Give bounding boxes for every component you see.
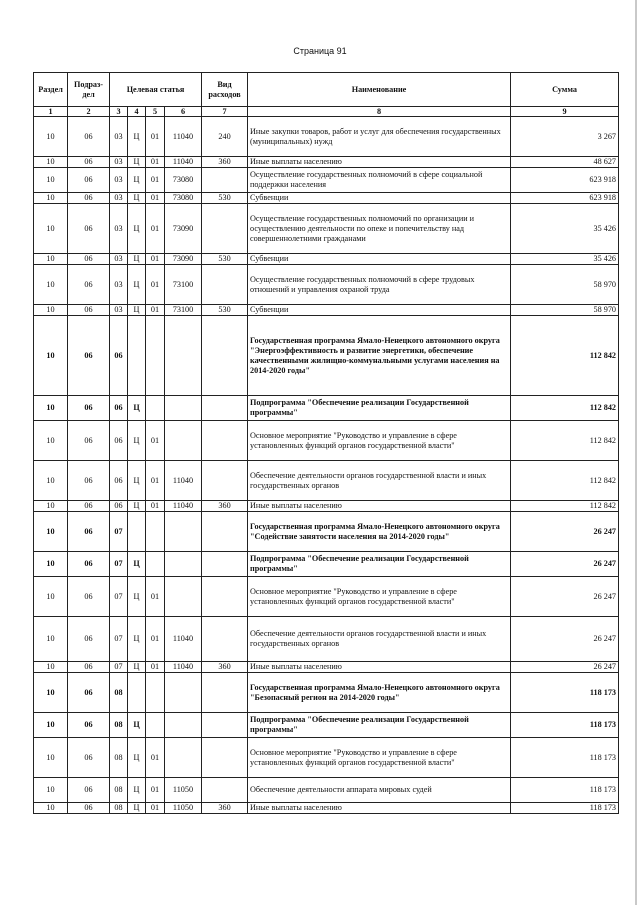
cell-direction — [165, 738, 202, 778]
cell-podrazdel: 06 — [68, 461, 110, 501]
column-number: 2 — [68, 107, 110, 117]
cell-razdel: 10 — [34, 662, 68, 673]
cell-event: 01 — [146, 305, 165, 316]
cell-subprogram: Ц — [128, 461, 146, 501]
column-number: 4 — [128, 107, 146, 117]
header-celevaya-statya: Целевая статья — [110, 73, 202, 107]
cell-vid-rashodov: 530 — [202, 254, 248, 265]
table-row — [34, 662, 619, 673]
cell-summa: 3 267 — [511, 117, 619, 157]
cell-program: 07 — [110, 552, 128, 577]
cell-subprogram: Ц — [128, 396, 146, 421]
cell-razdel: 10 — [34, 168, 68, 193]
cell-summa: 26 247 — [511, 617, 619, 662]
cell-direction — [165, 316, 202, 396]
cell-podrazdel: 06 — [68, 552, 110, 577]
cell-podrazdel: 06 — [68, 316, 110, 396]
header-vid-rashodov: Вид расходов — [202, 73, 248, 107]
cell-razdel: 10 — [34, 305, 68, 316]
cell-subprogram: Ц — [128, 738, 146, 778]
cell-program: 08 — [110, 713, 128, 738]
table-row — [34, 617, 619, 662]
cell-event — [146, 552, 165, 577]
cell-podrazdel: 06 — [68, 168, 110, 193]
cell-naimenovanie: Осуществление государственных полномочий в сфере трудовых отношений и управления охраной труда — [248, 265, 511, 305]
table-row — [34, 803, 619, 814]
table-row — [34, 204, 619, 254]
cell-podrazdel: 06 — [68, 617, 110, 662]
header-summa: Сумма — [511, 73, 619, 107]
cell-razdel: 10 — [34, 803, 68, 814]
cell-subprogram: Ц — [128, 204, 146, 254]
cell-program: 03 — [110, 254, 128, 265]
table-row — [34, 778, 619, 803]
cell-event: 01 — [146, 421, 165, 461]
column-number: 5 — [146, 107, 165, 117]
header-razdel: Раздел — [34, 73, 68, 107]
cell-vid-rashodov: 360 — [202, 662, 248, 673]
cell-summa: 58 970 — [511, 305, 619, 316]
cell-vid-rashodov — [202, 461, 248, 501]
cell-event — [146, 396, 165, 421]
cell-summa: 118 173 — [511, 738, 619, 778]
cell-program: 07 — [110, 577, 128, 617]
cell-podrazdel: 06 — [68, 157, 110, 168]
cell-summa: 118 173 — [511, 713, 619, 738]
cell-direction: 11040 — [165, 501, 202, 512]
table-row — [34, 157, 619, 168]
cell-vid-rashodov: 530 — [202, 193, 248, 204]
cell-direction — [165, 713, 202, 738]
cell-summa: 58 970 — [511, 265, 619, 305]
cell-vid-rashodov: 240 — [202, 117, 248, 157]
cell-program: 08 — [110, 738, 128, 778]
cell-podrazdel: 06 — [68, 738, 110, 778]
cell-event: 01 — [146, 254, 165, 265]
cell-event: 01 — [146, 577, 165, 617]
table-row — [34, 577, 619, 617]
cell-podrazdel: 06 — [68, 117, 110, 157]
cell-event — [146, 316, 165, 396]
cell-summa: 26 247 — [511, 512, 619, 552]
cell-razdel: 10 — [34, 204, 68, 254]
cell-vid-rashodov: 360 — [202, 501, 248, 512]
cell-event: 01 — [146, 204, 165, 254]
cell-direction — [165, 577, 202, 617]
cell-naimenovanie: Государственная программа Ямало-Ненецкого автономного округа "Энергоэффективность и развитие энергетики, обеспечение качественными жилищно-коммунальными услугами населения на 2014-2020 годы" — [248, 316, 511, 396]
cell-program: 03 — [110, 204, 128, 254]
cell-event: 01 — [146, 803, 165, 814]
cell-subprogram: Ц — [128, 157, 146, 168]
table-row — [34, 396, 619, 421]
cell-subprogram: Ц — [128, 265, 146, 305]
cell-vid-rashodov — [202, 168, 248, 193]
cell-direction: 73100 — [165, 305, 202, 316]
cell-razdel: 10 — [34, 577, 68, 617]
cell-subprogram — [128, 673, 146, 713]
cell-vid-rashodov — [202, 204, 248, 254]
cell-vid-rashodov — [202, 316, 248, 396]
cell-naimenovanie: Осуществление государственных полномочий по организации и осуществлению деятельности по опеке и попечительству над совершеннолетними гражданами — [248, 204, 511, 254]
cell-vid-rashodov — [202, 396, 248, 421]
cell-subprogram: Ц — [128, 501, 146, 512]
cell-razdel: 10 — [34, 396, 68, 421]
cell-naimenovanie: Основное мероприятие "Руководство и управление в сфере установленных функций органов государственной власти" — [248, 577, 511, 617]
cell-naimenovanie: Осуществление государственных полномочий в сфере социальной поддержки населения — [248, 168, 511, 193]
cell-program: 07 — [110, 512, 128, 552]
cell-podrazdel: 06 — [68, 501, 110, 512]
header-naimenovanie: Наименование — [248, 73, 511, 107]
cell-podrazdel: 06 — [68, 577, 110, 617]
cell-podrazdel: 06 — [68, 305, 110, 316]
cell-naimenovanie: Субвенции — [248, 305, 511, 316]
cell-program: 03 — [110, 117, 128, 157]
cell-event: 01 — [146, 738, 165, 778]
cell-naimenovanie: Субвенции — [248, 254, 511, 265]
cell-subprogram: Ц — [128, 803, 146, 814]
cell-vid-rashodov — [202, 673, 248, 713]
cell-direction — [165, 396, 202, 421]
cell-direction: 11050 — [165, 803, 202, 814]
cell-subprogram: Ц — [128, 662, 146, 673]
cell-program: 03 — [110, 305, 128, 316]
cell-summa: 112 842 — [511, 421, 619, 461]
cell-direction: 73080 — [165, 193, 202, 204]
cell-direction: 73080 — [165, 168, 202, 193]
cell-subprogram: Ц — [128, 168, 146, 193]
cell-event: 01 — [146, 461, 165, 501]
cell-summa: 118 173 — [511, 673, 619, 713]
cell-summa: 26 247 — [511, 662, 619, 673]
cell-program: 06 — [110, 501, 128, 512]
cell-razdel: 10 — [34, 316, 68, 396]
table-row — [34, 673, 619, 713]
cell-direction — [165, 673, 202, 713]
cell-naimenovanie: Государственная программа Ямало-Ненецкого автономного округа "Безопасный регион на 2014-2020 годы" — [248, 673, 511, 713]
cell-direction: 11040 — [165, 617, 202, 662]
cell-event — [146, 673, 165, 713]
cell-summa: 112 842 — [511, 316, 619, 396]
cell-event: 01 — [146, 157, 165, 168]
cell-vid-rashodov — [202, 577, 248, 617]
cell-podrazdel: 06 — [68, 512, 110, 552]
cell-event: 01 — [146, 265, 165, 305]
budget-table — [33, 72, 619, 814]
table-row — [34, 254, 619, 265]
column-number: 9 — [511, 107, 619, 117]
cell-naimenovanie: Иные выплаты населению — [248, 501, 511, 512]
cell-subprogram: Ц — [128, 254, 146, 265]
cell-razdel: 10 — [34, 778, 68, 803]
cell-direction — [165, 512, 202, 552]
cell-subprogram: Ц — [128, 617, 146, 662]
table-row — [34, 713, 619, 738]
cell-program: 08 — [110, 803, 128, 814]
cell-subprogram — [128, 316, 146, 396]
cell-direction: 11040 — [165, 117, 202, 157]
cell-event: 01 — [146, 168, 165, 193]
cell-podrazdel: 06 — [68, 396, 110, 421]
table-row — [34, 316, 619, 396]
cell-summa: 118 173 — [511, 803, 619, 814]
cell-direction: 11050 — [165, 778, 202, 803]
cell-vid-rashodov — [202, 778, 248, 803]
cell-summa: 112 842 — [511, 501, 619, 512]
cell-event: 01 — [146, 193, 165, 204]
cell-podrazdel: 06 — [68, 662, 110, 673]
cell-razdel: 10 — [34, 265, 68, 305]
column-number: 8 — [248, 107, 511, 117]
cell-summa: 623 918 — [511, 168, 619, 193]
cell-direction: 73100 — [165, 265, 202, 305]
cell-program: 03 — [110, 265, 128, 305]
cell-subprogram: Ц — [128, 577, 146, 617]
cell-subprogram: Ц — [128, 305, 146, 316]
cell-naimenovanie: Подпрограмма "Обеспечение реализации Государственной программы" — [248, 713, 511, 738]
cell-vid-rashodov — [202, 552, 248, 577]
cell-podrazdel: 06 — [68, 803, 110, 814]
table-body — [34, 117, 619, 814]
cell-summa: 48 627 — [511, 157, 619, 168]
column-number: 7 — [202, 107, 248, 117]
table-row — [34, 117, 619, 157]
cell-subprogram: Ц — [128, 713, 146, 738]
cell-vid-rashodov — [202, 512, 248, 552]
cell-razdel: 10 — [34, 738, 68, 778]
table-row — [34, 461, 619, 501]
column-number: 3 — [110, 107, 128, 117]
cell-razdel: 10 — [34, 117, 68, 157]
cell-podrazdel: 06 — [68, 254, 110, 265]
cell-razdel: 10 — [34, 617, 68, 662]
cell-subprogram: Ц — [128, 193, 146, 204]
cell-vid-rashodov — [202, 265, 248, 305]
cell-direction: 11040 — [165, 157, 202, 168]
cell-naimenovanie: Основное мероприятие "Руководство и управление в сфере установленных функций органов государственной власти" — [248, 421, 511, 461]
cell-summa: 26 247 — [511, 577, 619, 617]
cell-naimenovanie: Иные закупки товаров, работ и услуг для обеспечения государственных (муниципальных) нужд — [248, 117, 511, 157]
cell-program: 03 — [110, 157, 128, 168]
cell-vid-rashodov: 360 — [202, 803, 248, 814]
header-row — [34, 73, 619, 107]
cell-direction: 11040 — [165, 461, 202, 501]
column-number: 6 — [165, 107, 202, 117]
cell-naimenovanie: Подпрограмма "Обеспечение реализации Государственной программы" — [248, 396, 511, 421]
cell-podrazdel: 06 — [68, 713, 110, 738]
cell-podrazdel: 06 — [68, 204, 110, 254]
cell-direction — [165, 552, 202, 577]
cell-razdel: 10 — [34, 461, 68, 501]
cell-razdel: 10 — [34, 421, 68, 461]
cell-razdel: 10 — [34, 673, 68, 713]
cell-program: 08 — [110, 673, 128, 713]
cell-event — [146, 512, 165, 552]
cell-podrazdel: 06 — [68, 265, 110, 305]
cell-subprogram: Ц — [128, 552, 146, 577]
cell-program: 06 — [110, 396, 128, 421]
cell-program: 06 — [110, 421, 128, 461]
cell-event: 01 — [146, 117, 165, 157]
cell-subprogram: Ц — [128, 421, 146, 461]
cell-summa: 26 247 — [511, 552, 619, 577]
table-row — [34, 168, 619, 193]
cell-razdel: 10 — [34, 501, 68, 512]
cell-razdel: 10 — [34, 713, 68, 738]
cell-naimenovanie: Обеспечение деятельности органов государственной власти и иных государственных органов — [248, 461, 511, 501]
cell-naimenovanie: Подпрограмма "Обеспечение реализации Государственной программы" — [248, 552, 511, 577]
table-row — [34, 501, 619, 512]
table-row — [34, 421, 619, 461]
cell-summa: 112 842 — [511, 396, 619, 421]
cell-vid-rashodov: 360 — [202, 157, 248, 168]
cell-program: 07 — [110, 662, 128, 673]
cell-summa: 112 842 — [511, 461, 619, 501]
cell-event: 01 — [146, 617, 165, 662]
cell-program: 03 — [110, 193, 128, 204]
cell-event: 01 — [146, 778, 165, 803]
cell-razdel: 10 — [34, 157, 68, 168]
cell-naimenovanie: Обеспечение деятельности органов государственной власти и иных государственных органов — [248, 617, 511, 662]
cell-summa: 118 173 — [511, 778, 619, 803]
table-row — [34, 265, 619, 305]
column-number-row — [34, 107, 619, 117]
table-row — [34, 738, 619, 778]
cell-program: 08 — [110, 778, 128, 803]
cell-summa: 623 918 — [511, 193, 619, 204]
cell-podrazdel: 06 — [68, 193, 110, 204]
cell-direction: 11040 — [165, 662, 202, 673]
cell-event — [146, 713, 165, 738]
cell-vid-rashodov — [202, 738, 248, 778]
cell-subprogram: Ц — [128, 778, 146, 803]
cell-podrazdel: 06 — [68, 778, 110, 803]
cell-summa: 35 426 — [511, 254, 619, 265]
cell-podrazdel: 06 — [68, 673, 110, 713]
cell-razdel: 10 — [34, 193, 68, 204]
cell-razdel: 10 — [34, 512, 68, 552]
table-row — [34, 193, 619, 204]
cell-event: 01 — [146, 501, 165, 512]
cell-direction — [165, 421, 202, 461]
cell-subprogram — [128, 512, 146, 552]
cell-razdel: 10 — [34, 552, 68, 577]
cell-event: 01 — [146, 662, 165, 673]
cell-subprogram: Ц — [128, 117, 146, 157]
cell-naimenovanie: Основное мероприятие "Руководство и управление в сфере установленных функций органов государственной власти" — [248, 738, 511, 778]
cell-vid-rashodov — [202, 713, 248, 738]
cell-vid-rashodov: 530 — [202, 305, 248, 316]
cell-program: 07 — [110, 617, 128, 662]
scan-edge — [635, 0, 637, 905]
cell-vid-rashodov — [202, 617, 248, 662]
cell-vid-rashodov — [202, 421, 248, 461]
table-row — [34, 512, 619, 552]
table-row — [34, 305, 619, 316]
cell-razdel: 10 — [34, 254, 68, 265]
cell-naimenovanie: Обеспечение деятельности аппарата мировых судей — [248, 778, 511, 803]
cell-direction: 73090 — [165, 254, 202, 265]
cell-naimenovanie: Иные выплаты населению — [248, 157, 511, 168]
cell-naimenovanie: Иные выплаты населению — [248, 803, 511, 814]
cell-podrazdel: 06 — [68, 421, 110, 461]
cell-program: 06 — [110, 316, 128, 396]
cell-program: 06 — [110, 461, 128, 501]
cell-program: 03 — [110, 168, 128, 193]
page-label: Страница 91 — [293, 46, 347, 56]
cell-summa: 35 426 — [511, 204, 619, 254]
cell-naimenovanie: Иные выплаты населению — [248, 662, 511, 673]
cell-direction: 73090 — [165, 204, 202, 254]
header-podrazdel: Подраз-дел — [68, 73, 110, 107]
column-number: 1 — [34, 107, 68, 117]
cell-naimenovanie: Государственная программа Ямало-Ненецкого автономного округа "Содействие занятости населения на 2014-2020 годы" — [248, 512, 511, 552]
cell-naimenovanie: Субвенции — [248, 193, 511, 204]
table-row — [34, 552, 619, 577]
